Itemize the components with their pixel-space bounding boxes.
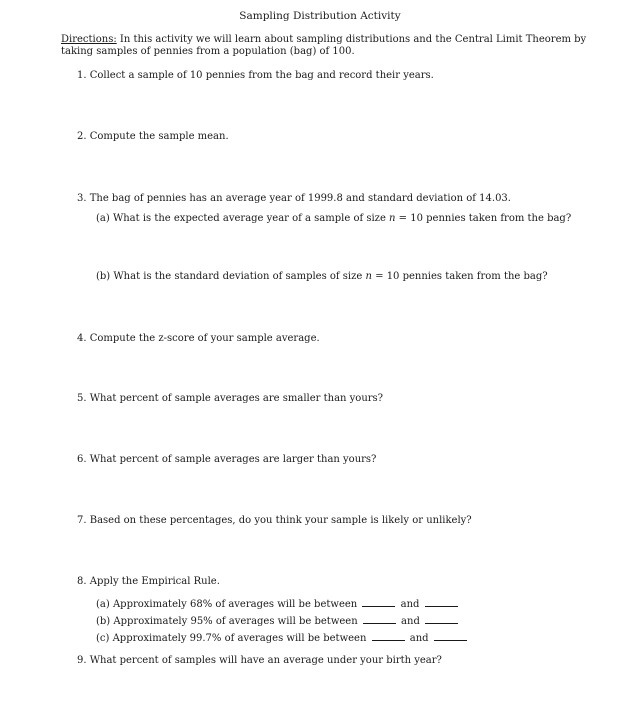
answer-blank[interactable]: [425, 615, 458, 624]
answer-blank[interactable]: [362, 598, 395, 607]
directions-label: Directions:: [61, 34, 117, 45]
answer-blank[interactable]: [363, 615, 396, 624]
question-8: 8. Apply the Empirical Rule.: [77, 576, 220, 587]
directions-text: In this activity we will learn about sampling distributions and the Central Limit Theorem by taking samples of pennies from a population (bag) of 100.: [61, 34, 587, 57]
question-3b-var: n: [365, 271, 372, 282]
and-label: and: [400, 599, 420, 610]
question-9: 9. What percent of samples will have an average under your birth year?: [77, 655, 442, 666]
page-title: Sampling Distribution Activity: [239, 10, 401, 22]
question-8c: [96, 632, 469, 645]
question-8a: [96, 598, 460, 611]
question-3b-text: (b) What is the standard deviation of samples of size: [96, 271, 366, 282]
question-8b: [96, 615, 460, 628]
question-3b-text-end: = 10 pennies taken from the bag?: [371, 271, 548, 282]
question-4: 4. Compute the z-score of your sample average.: [77, 333, 320, 344]
answer-blank[interactable]: [434, 632, 467, 641]
question-1: 1. Collect a sample of 10 pennies from the bag and record their years.: [77, 70, 434, 81]
question-3a-var: n: [389, 213, 396, 224]
question-8b-text: (b) Approximately 95% of averages will be between: [96, 616, 358, 627]
question-3a-text: (a) What is the expected average year of a sample of size: [96, 213, 390, 224]
answer-blank[interactable]: [372, 632, 405, 641]
question-3a: [96, 213, 571, 225]
question-3b: [96, 271, 548, 283]
question-3: 3. The bag of pennies has an average year of 1999.8 and standard deviation of 14.03.: [77, 193, 511, 204]
question-2: 2. Compute the sample mean.: [77, 131, 229, 142]
question-7: 7. Based on these percentages, do you think your sample is likely or unlikely?: [77, 515, 472, 526]
question-8a-text: (a) Approximately 68% of averages will be between: [96, 599, 358, 610]
directions: [61, 34, 591, 58]
answer-blank[interactable]: [425, 598, 458, 607]
question-5: 5. What percent of sample averages are smaller than yours?: [77, 393, 384, 404]
question-6: 6. What percent of sample averages are larger than yours?: [77, 454, 377, 465]
question-8c-text: (c) Approximately 99.7% of averages will be between: [96, 633, 367, 644]
question-3a-text-end: = 10 pennies taken from the bag?: [395, 213, 572, 224]
and-label: and: [409, 633, 429, 644]
and-label: and: [401, 616, 420, 627]
